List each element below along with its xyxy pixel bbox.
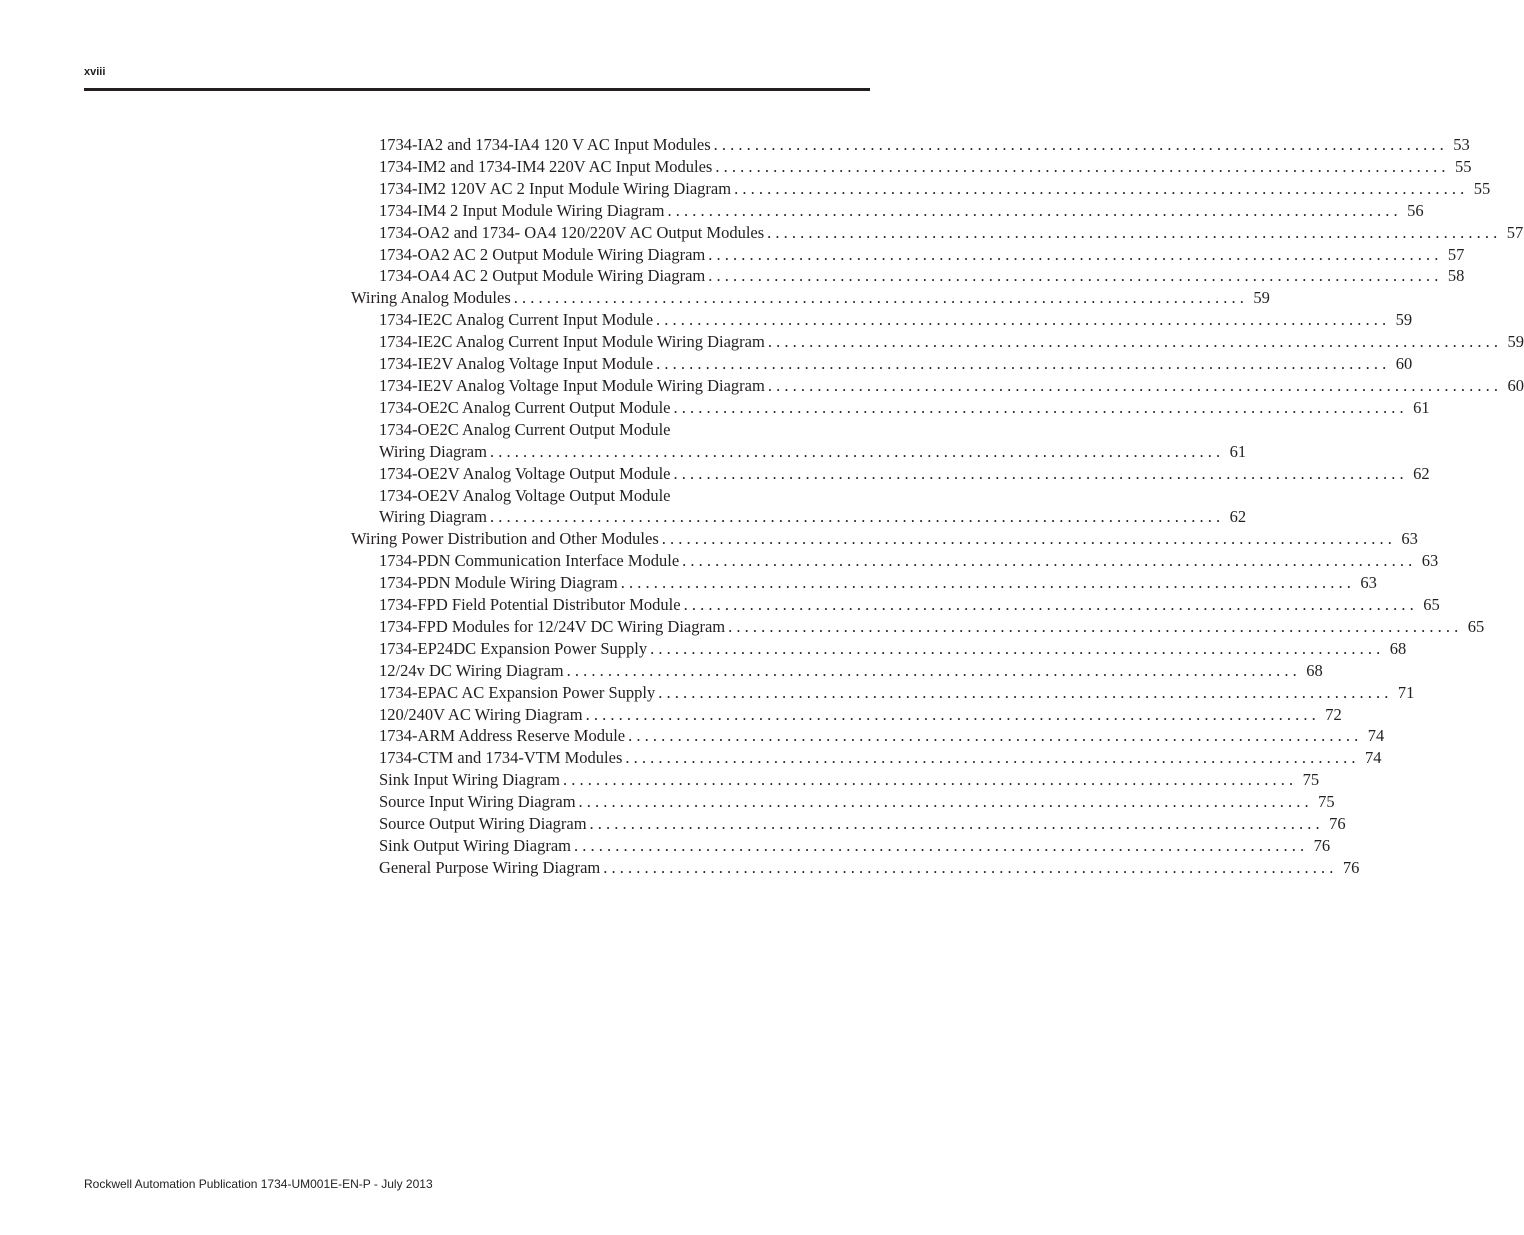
toc-entry-page: 72 [1325, 704, 1342, 724]
toc-entry[interactable] [351, 638, 1407, 660]
toc-entry[interactable] [351, 287, 1270, 309]
header-rule [84, 88, 870, 91]
toc-entry-page: 68 [1306, 660, 1323, 680]
toc-dot-leader [628, 725, 1358, 747]
toc-entry[interactable] [351, 813, 1346, 835]
toc-entry-title: Sink Input Wiring Diagram [379, 770, 560, 790]
toc-entry-page: 68 [1389, 638, 1407, 658]
toc-dot-leader [708, 265, 1438, 287]
toc-entry-page: 63 [1421, 551, 1439, 571]
toc-entry-title: 1734-ARM Address Reserve Module [379, 726, 626, 746]
toc-entry-page: 56 [1407, 200, 1424, 220]
toc-entry-title: 1734-IM4 2 Input Module Wiring Diagram [379, 200, 665, 220]
toc-entry-title: 1734-IE2V Analog Voltage Input Module [379, 354, 654, 374]
toc-entry-title: 1734-PDN Communication Interface Module [379, 551, 680, 571]
toc-entry[interactable] [351, 331, 1524, 353]
toc-entry-title: 1734-CTM and 1734-VTM Modules [379, 748, 623, 768]
toc-entry-page: 53 [1453, 135, 1470, 154]
toc-entry-title: 1734-OA4 AC 2 Output Module Wiring Diagram [379, 266, 706, 286]
toc-entry[interactable] [351, 616, 1485, 638]
toc-dot-leader [590, 813, 1320, 835]
toc-entry-title: 1734-OA2 AC 2 Output Module Wiring Diagram [379, 244, 706, 264]
toc-dot-leader [579, 791, 1309, 813]
toc-entry-page: 63 [1401, 529, 1418, 549]
page-number: xviii [84, 66, 106, 78]
toc-entry-page: 57 [1506, 222, 1524, 242]
toc-entry-title: 1734-OE2C Analog Current Output Module [379, 397, 671, 417]
toc-entry-page: 74 [1364, 748, 1382, 768]
toc-entry-title: Wiring Diagram [379, 507, 487, 527]
toc-entry-page: 76 [1329, 814, 1346, 834]
toc-entry-title: 1734-IM2 120V AC 2 Input Module Wiring Diagram [379, 178, 732, 198]
toc-entry[interactable] [351, 594, 1440, 616]
toc-dot-leader [563, 769, 1293, 791]
toc-dot-leader [656, 353, 1386, 375]
toc-entry[interactable] [351, 528, 1418, 550]
toc-entry-page: 55 [1454, 156, 1472, 176]
toc-dot-leader [490, 506, 1220, 528]
toc-entry[interactable] [351, 506, 1247, 528]
toc-dot-leader [768, 375, 1498, 397]
toc-entry[interactable] [351, 419, 871, 441]
toc-entry-page: 63 [1360, 573, 1377, 593]
toc-entry[interactable] [351, 222, 1524, 244]
toc-entry[interactable] [351, 353, 1413, 375]
toc-entry-page: 57 [1447, 244, 1465, 264]
toc-dot-leader [656, 309, 1386, 331]
toc-entry-title: 1734-PDN Module Wiring Diagram [379, 573, 618, 593]
toc-entry-page: 59 [1253, 288, 1270, 308]
toc-entry-title: 1734-IM2 and 1734-IM4 220V AC Input Modules [379, 156, 713, 176]
toc-dot-leader [684, 594, 1414, 616]
toc-dot-leader [734, 178, 1464, 200]
toc-entry-title: Source Output Wiring Diagram [379, 814, 587, 834]
toc-entry-page: 60 [1395, 354, 1413, 374]
toc-entry[interactable] [351, 572, 1377, 594]
toc-dot-leader [673, 397, 1403, 419]
toc-dot-leader [586, 704, 1316, 726]
toc-dot-leader [715, 156, 1445, 178]
table-of-contents [351, 134, 1524, 879]
toc-entry-title: 1734-EP24DC Expansion Power Supply [379, 638, 648, 658]
toc-entry[interactable] [351, 747, 1382, 769]
toc-dot-leader [621, 572, 1351, 594]
toc-entry-page: 59 [1395, 310, 1413, 330]
toc-entry[interactable] [351, 309, 1413, 331]
toc-entry[interactable] [351, 375, 1524, 397]
toc-entry-page: 55 [1473, 178, 1491, 198]
toc-dot-leader [567, 660, 1297, 682]
toc-entry-title: 120/240V AC Wiring Diagram [379, 704, 583, 724]
toc-entry[interactable] [351, 156, 1472, 178]
toc-entry-page: 76 [1313, 836, 1331, 855]
toc-entry-title: 1734-OE2C Analog Current Output Module [379, 419, 671, 439]
toc-entry[interactable] [351, 265, 1465, 287]
toc-entry-title: Sink Output Wiring Diagram [379, 836, 571, 855]
toc-entry[interactable] [351, 704, 1342, 726]
toc-entry-title: 1734-IE2V Analog Voltage Input Module Wiring Diagram [379, 375, 765, 395]
toc-entry-page: 75 [1302, 770, 1320, 790]
toc-entry-title: General Purpose Wiring Diagram [379, 857, 601, 877]
toc-entry[interactable] [351, 550, 1439, 572]
toc-entry[interactable] [351, 485, 871, 507]
toc-entry-title: 1734-OE2V Analog Voltage Output Module [379, 463, 671, 483]
toc-entry-page: 74 [1367, 726, 1385, 746]
toc-entry-title: 1734-OE2V Analog Voltage Output Module [379, 485, 671, 505]
toc-entry-page: 61 [1229, 441, 1247, 461]
toc-entry[interactable] [351, 682, 1415, 704]
toc-dot-leader [662, 528, 1392, 550]
toc-dot-leader [682, 550, 1412, 572]
footer-publication: Rockwell Automation Publication 1734-UM001E-EN-P - July 2013 [84, 1177, 433, 1191]
toc-entry-title: Wiring Analog Modules [351, 288, 511, 308]
toc-entry[interactable] [351, 725, 1385, 747]
toc-entry-title: 1734-EPAC AC Expansion Power Supply [379, 682, 656, 702]
toc-dot-leader [490, 441, 1220, 463]
toc-dot-leader [728, 616, 1458, 638]
toc-entry-page: 62 [1229, 507, 1247, 527]
toc-entry[interactable] [351, 835, 1331, 857]
toc-entry-title: 1734-IA2 and 1734-IA4 120 V AC Input Modules [379, 135, 711, 154]
toc-dot-leader [625, 747, 1355, 769]
toc-entry[interactable] [351, 441, 1247, 463]
toc-dot-leader [658, 682, 1388, 704]
toc-entry[interactable] [351, 244, 1465, 266]
toc-entry-page: 58 [1447, 266, 1465, 286]
toc-dot-leader [650, 638, 1380, 660]
toc-entry-page: 60 [1507, 375, 1524, 395]
toc-entry[interactable] [351, 857, 1360, 879]
toc-entry[interactable] [351, 463, 1430, 485]
toc-entry-page: 59 [1507, 332, 1524, 352]
toc-entry[interactable] [351, 397, 1430, 419]
toc-entry-title: 1734-FPD Field Potential Distributor Module [379, 595, 681, 615]
toc-dot-leader [574, 835, 1304, 857]
toc-entry[interactable] [351, 791, 1335, 813]
toc-entry-page: 62 [1413, 463, 1430, 483]
toc-entry-title: 1734-OA2 and 1734- OA4 120/220V AC Output Modules [379, 222, 765, 242]
toc-entry-title: Source Input Wiring Diagram [379, 792, 576, 812]
toc-entry-title: Wiring Power Distribution and Other Modules [351, 529, 659, 549]
toc-dot-leader [514, 287, 1244, 309]
toc-entry[interactable] [351, 134, 1470, 156]
toc-entry-title: Wiring Diagram [379, 441, 487, 461]
toc-entry-page: 61 [1413, 397, 1430, 417]
toc-entry-title: 1734-IE2C Analog Current Input Module [379, 310, 654, 330]
toc-entry[interactable] [351, 769, 1320, 791]
toc-entry-title: 1734-FPD Modules for 12/24V DC Wiring Diagram [379, 616, 726, 636]
toc-dot-leader [603, 857, 1333, 879]
toc-entry-page: 76 [1342, 857, 1360, 877]
toc-dot-leader [768, 331, 1498, 353]
toc-entry-page: 75 [1318, 792, 1335, 812]
toc-entry[interactable] [351, 200, 1424, 222]
toc-entry-page: 65 [1467, 616, 1485, 636]
toc-dot-leader [667, 200, 1397, 222]
toc-dot-leader [674, 463, 1404, 485]
toc-dot-leader [767, 222, 1497, 244]
toc-dot-leader [714, 134, 1444, 156]
toc-dot-leader [708, 244, 1438, 266]
toc-entry-title: 12/24v DC Wiring Diagram [379, 660, 564, 680]
toc-entry-page: 65 [1423, 595, 1440, 615]
toc-entry[interactable] [351, 178, 1491, 200]
toc-entry[interactable] [351, 660, 1323, 682]
toc-entry-title: 1734-IE2C Analog Current Input Module Wiring Diagram [379, 332, 765, 352]
toc-entry-page: 71 [1397, 682, 1415, 702]
